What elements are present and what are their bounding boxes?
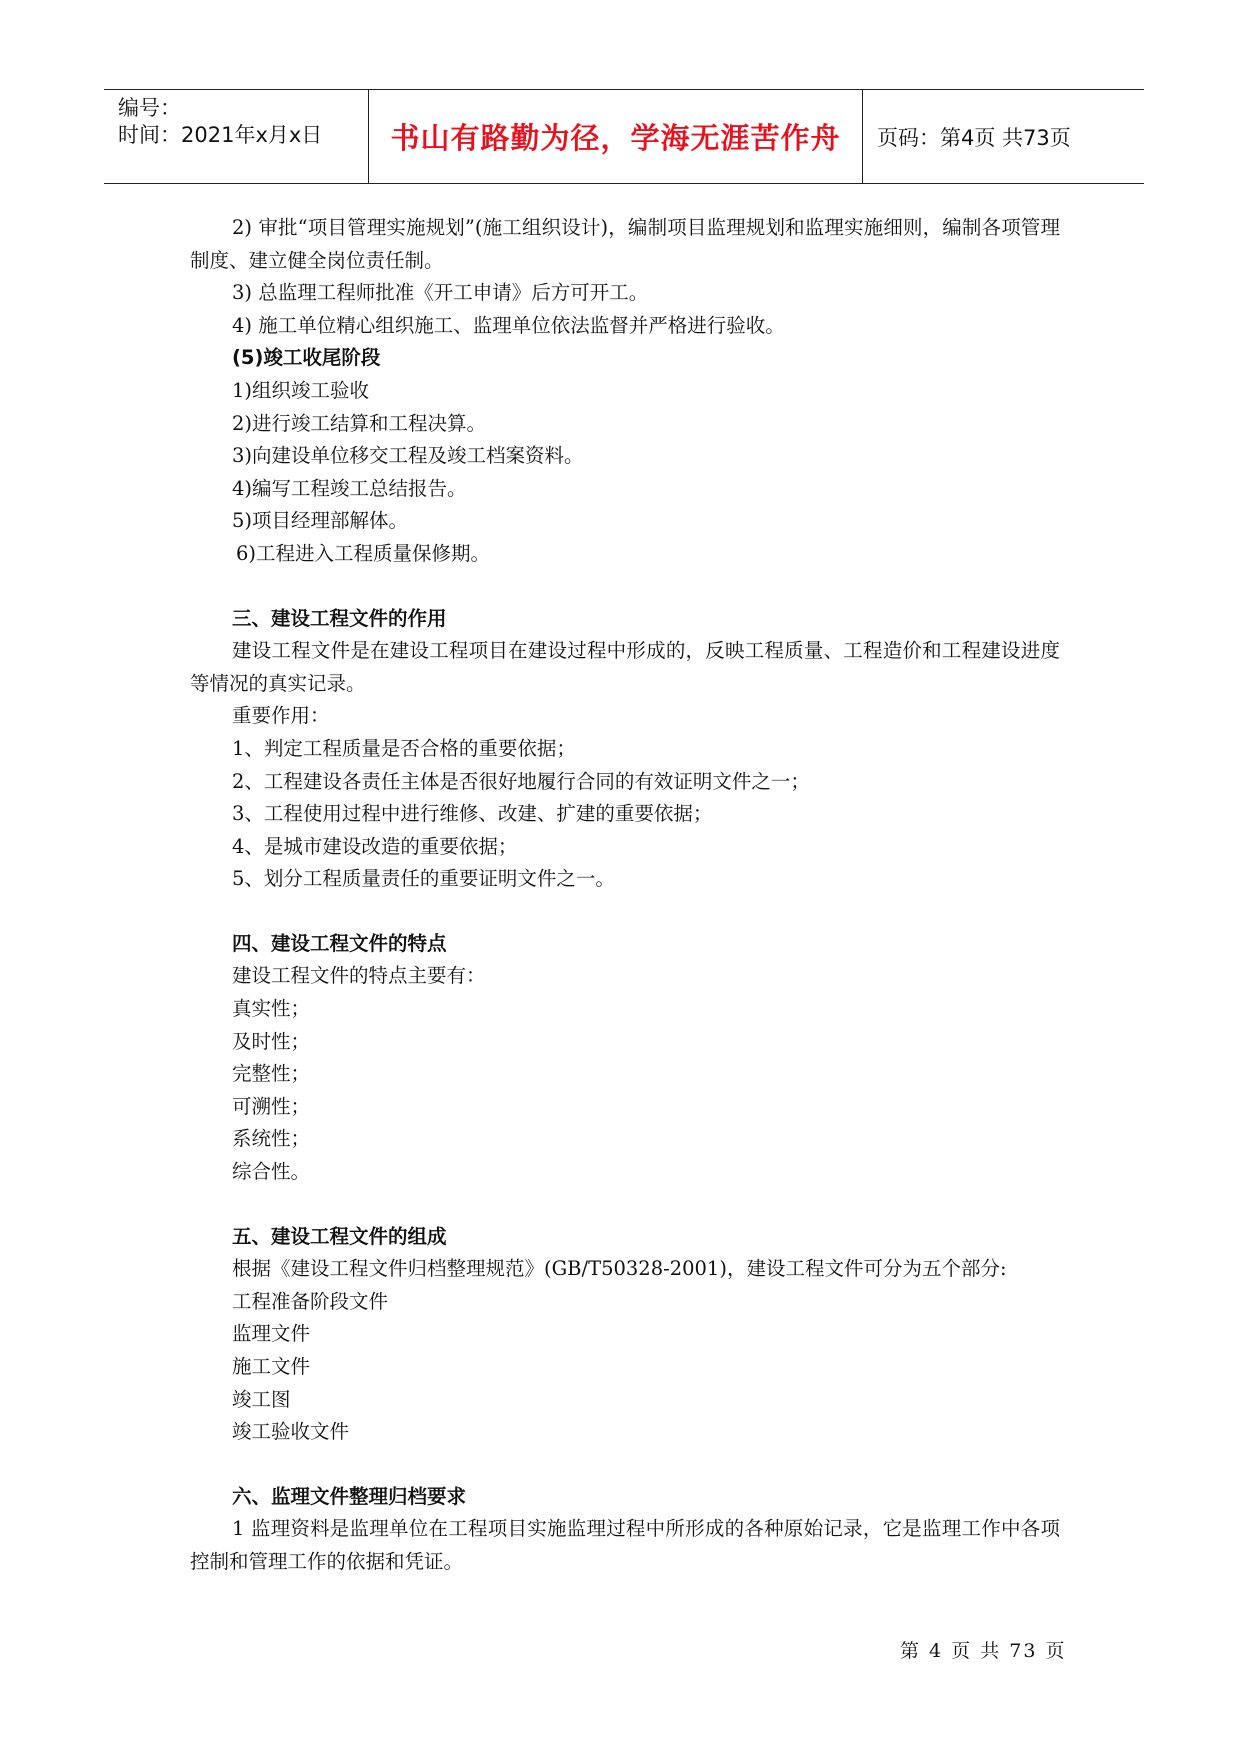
list-item: 监理文件 — [232, 1322, 311, 1346]
list-item: 竣工图 — [232, 1387, 291, 1411]
list-item: 6)工程进入工程质量保修期。 — [236, 541, 491, 565]
list-item: 5、划分工程质量责任的重要证明文件之一。 — [232, 867, 615, 891]
list-item: 1)组织竣工验收 — [232, 378, 370, 402]
list-item: 3)向建设单位移交工程及竣工档案资料。 — [232, 444, 584, 468]
list-item: 工程准备阶段文件 — [232, 1289, 389, 1313]
page-header — [104, 89, 1144, 184]
list-item: 综合性。 — [232, 1160, 311, 1184]
doc-time-label: 时间：2021年x月x日 — [118, 123, 323, 147]
doc-number-label: 编号： — [118, 96, 181, 120]
section-title: 三、建设工程文件的作用 — [232, 606, 447, 630]
header-page-label: 页码：第4页 共73页 — [877, 125, 1071, 150]
section-title: 五、建设工程文件的组成 — [232, 1224, 447, 1248]
paragraph: 建设工程文件的特点主要有： — [232, 964, 486, 988]
paragraph-approve-start: 3) 总监理工程师批准《开工申请》后方可开工。 — [232, 281, 649, 305]
list-item: 真实性； — [232, 997, 311, 1021]
section-title: 四、建设工程文件的特点 — [232, 931, 447, 955]
list-item: 竣工验收文件 — [232, 1420, 350, 1444]
paragraph-approve-plan: 2) 审批“项目管理实施规划”(施工组织设计)，编制项目监理规划和监理实施细则，编制各项管理制度、建立健全岗位责任制。 — [190, 216, 1060, 272]
header-motto: 书山有路勤为径，学海无涯苦作舟 — [369, 90, 863, 183]
paragraph: 根据《建设工程文件归档整理规范》(GB/T50328-2001)，建设工程文件可分为五个部分: — [232, 1257, 1007, 1281]
paragraph: 重要作用： — [232, 704, 330, 728]
list-item: 完整性； — [232, 1062, 311, 1086]
list-item: 及时性； — [232, 1029, 311, 1053]
paragraph: 1 监理资料是监理单位在工程项目实施监理过程中所形成的各种原始记录，它是监理工作中各项控制和管理工作的依据和凭证。 — [190, 1517, 1060, 1573]
paragraph-construction-supervision: 4) 施工单位精心组织施工、监理单位依法监督并严格进行验收。 — [232, 313, 785, 337]
list-item: 2、工程建设各责任主体是否很好地履行合同的有效证明文件之一； — [232, 769, 810, 793]
list-item: 施工文件 — [232, 1355, 311, 1378]
paragraph: 建设工程文件是在建设工程项目在建设过程中形成的，反映工程质量、工程造价和工程建设进度等情况的真实记录。 — [190, 639, 1060, 695]
list-item: 5)项目经理部解体。 — [232, 509, 409, 533]
list-item: 4、是城市建设改造的重要依据； — [232, 834, 518, 858]
list-item: 2)进行竣工结算和工程决算。 — [232, 411, 487, 435]
list-item: 系统性； — [232, 1127, 311, 1151]
document-body — [190, 212, 1060, 1579]
header-info-cell — [104, 90, 369, 183]
list-item: 1、判定工程质量是否合格的重要依据； — [232, 736, 576, 760]
page-footer: 第 4 页 共 73 页 — [900, 1640, 1067, 1662]
section-title: 六、监理文件整理归档要求 — [232, 1484, 467, 1508]
list-item: 4)编写工程竣工总结报告。 — [232, 476, 467, 500]
list-item: 3、工程使用过程中进行维修、改建、扩建的重要依据； — [232, 802, 713, 826]
list-item: 可溯性； — [232, 1094, 311, 1118]
heading-completion-stage: (5)竣工收尾阶段 — [232, 346, 381, 370]
